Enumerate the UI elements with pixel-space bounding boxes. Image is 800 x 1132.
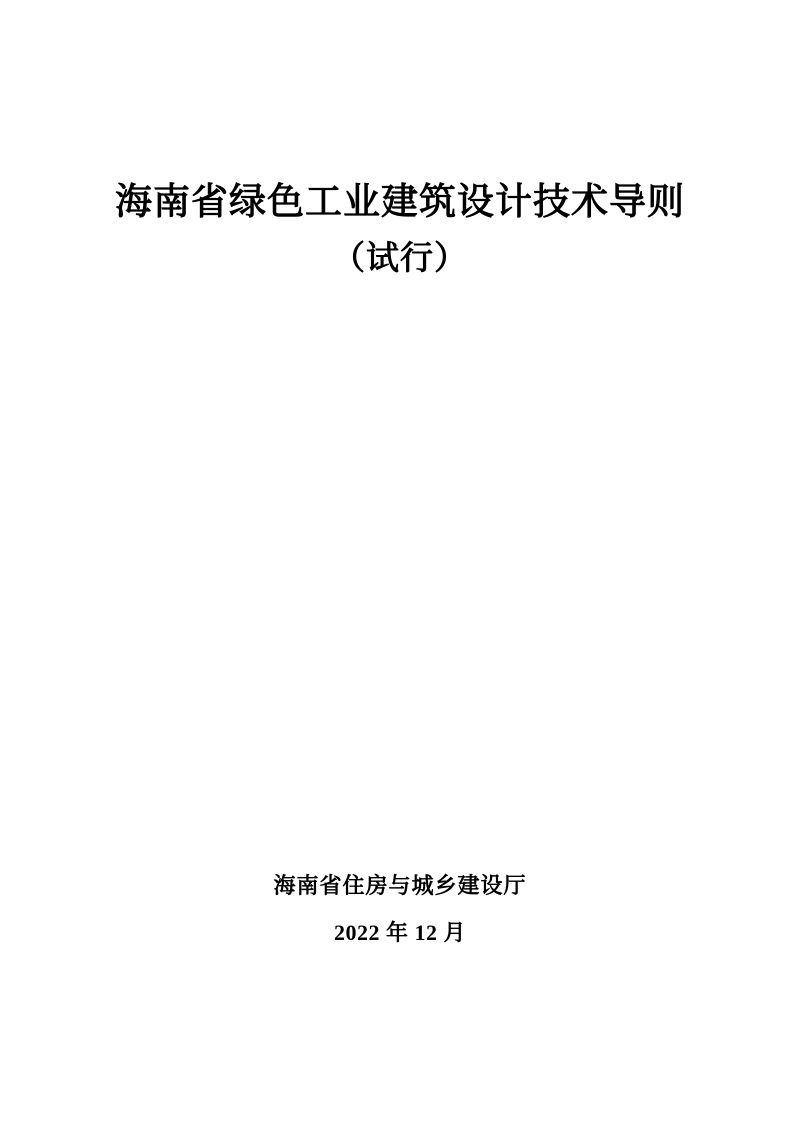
issuing-authority: 海南省住房与城乡建设厅 [273, 872, 527, 898]
title-block [0, 178, 800, 282]
issue-date: 2022 年 12 月 [333, 919, 466, 945]
page-title: 海南省绿色工业建筑设计技术导则 [115, 182, 685, 223]
page-subtitle: （试行） [332, 240, 468, 277]
cover-footer-block [0, 868, 800, 950]
